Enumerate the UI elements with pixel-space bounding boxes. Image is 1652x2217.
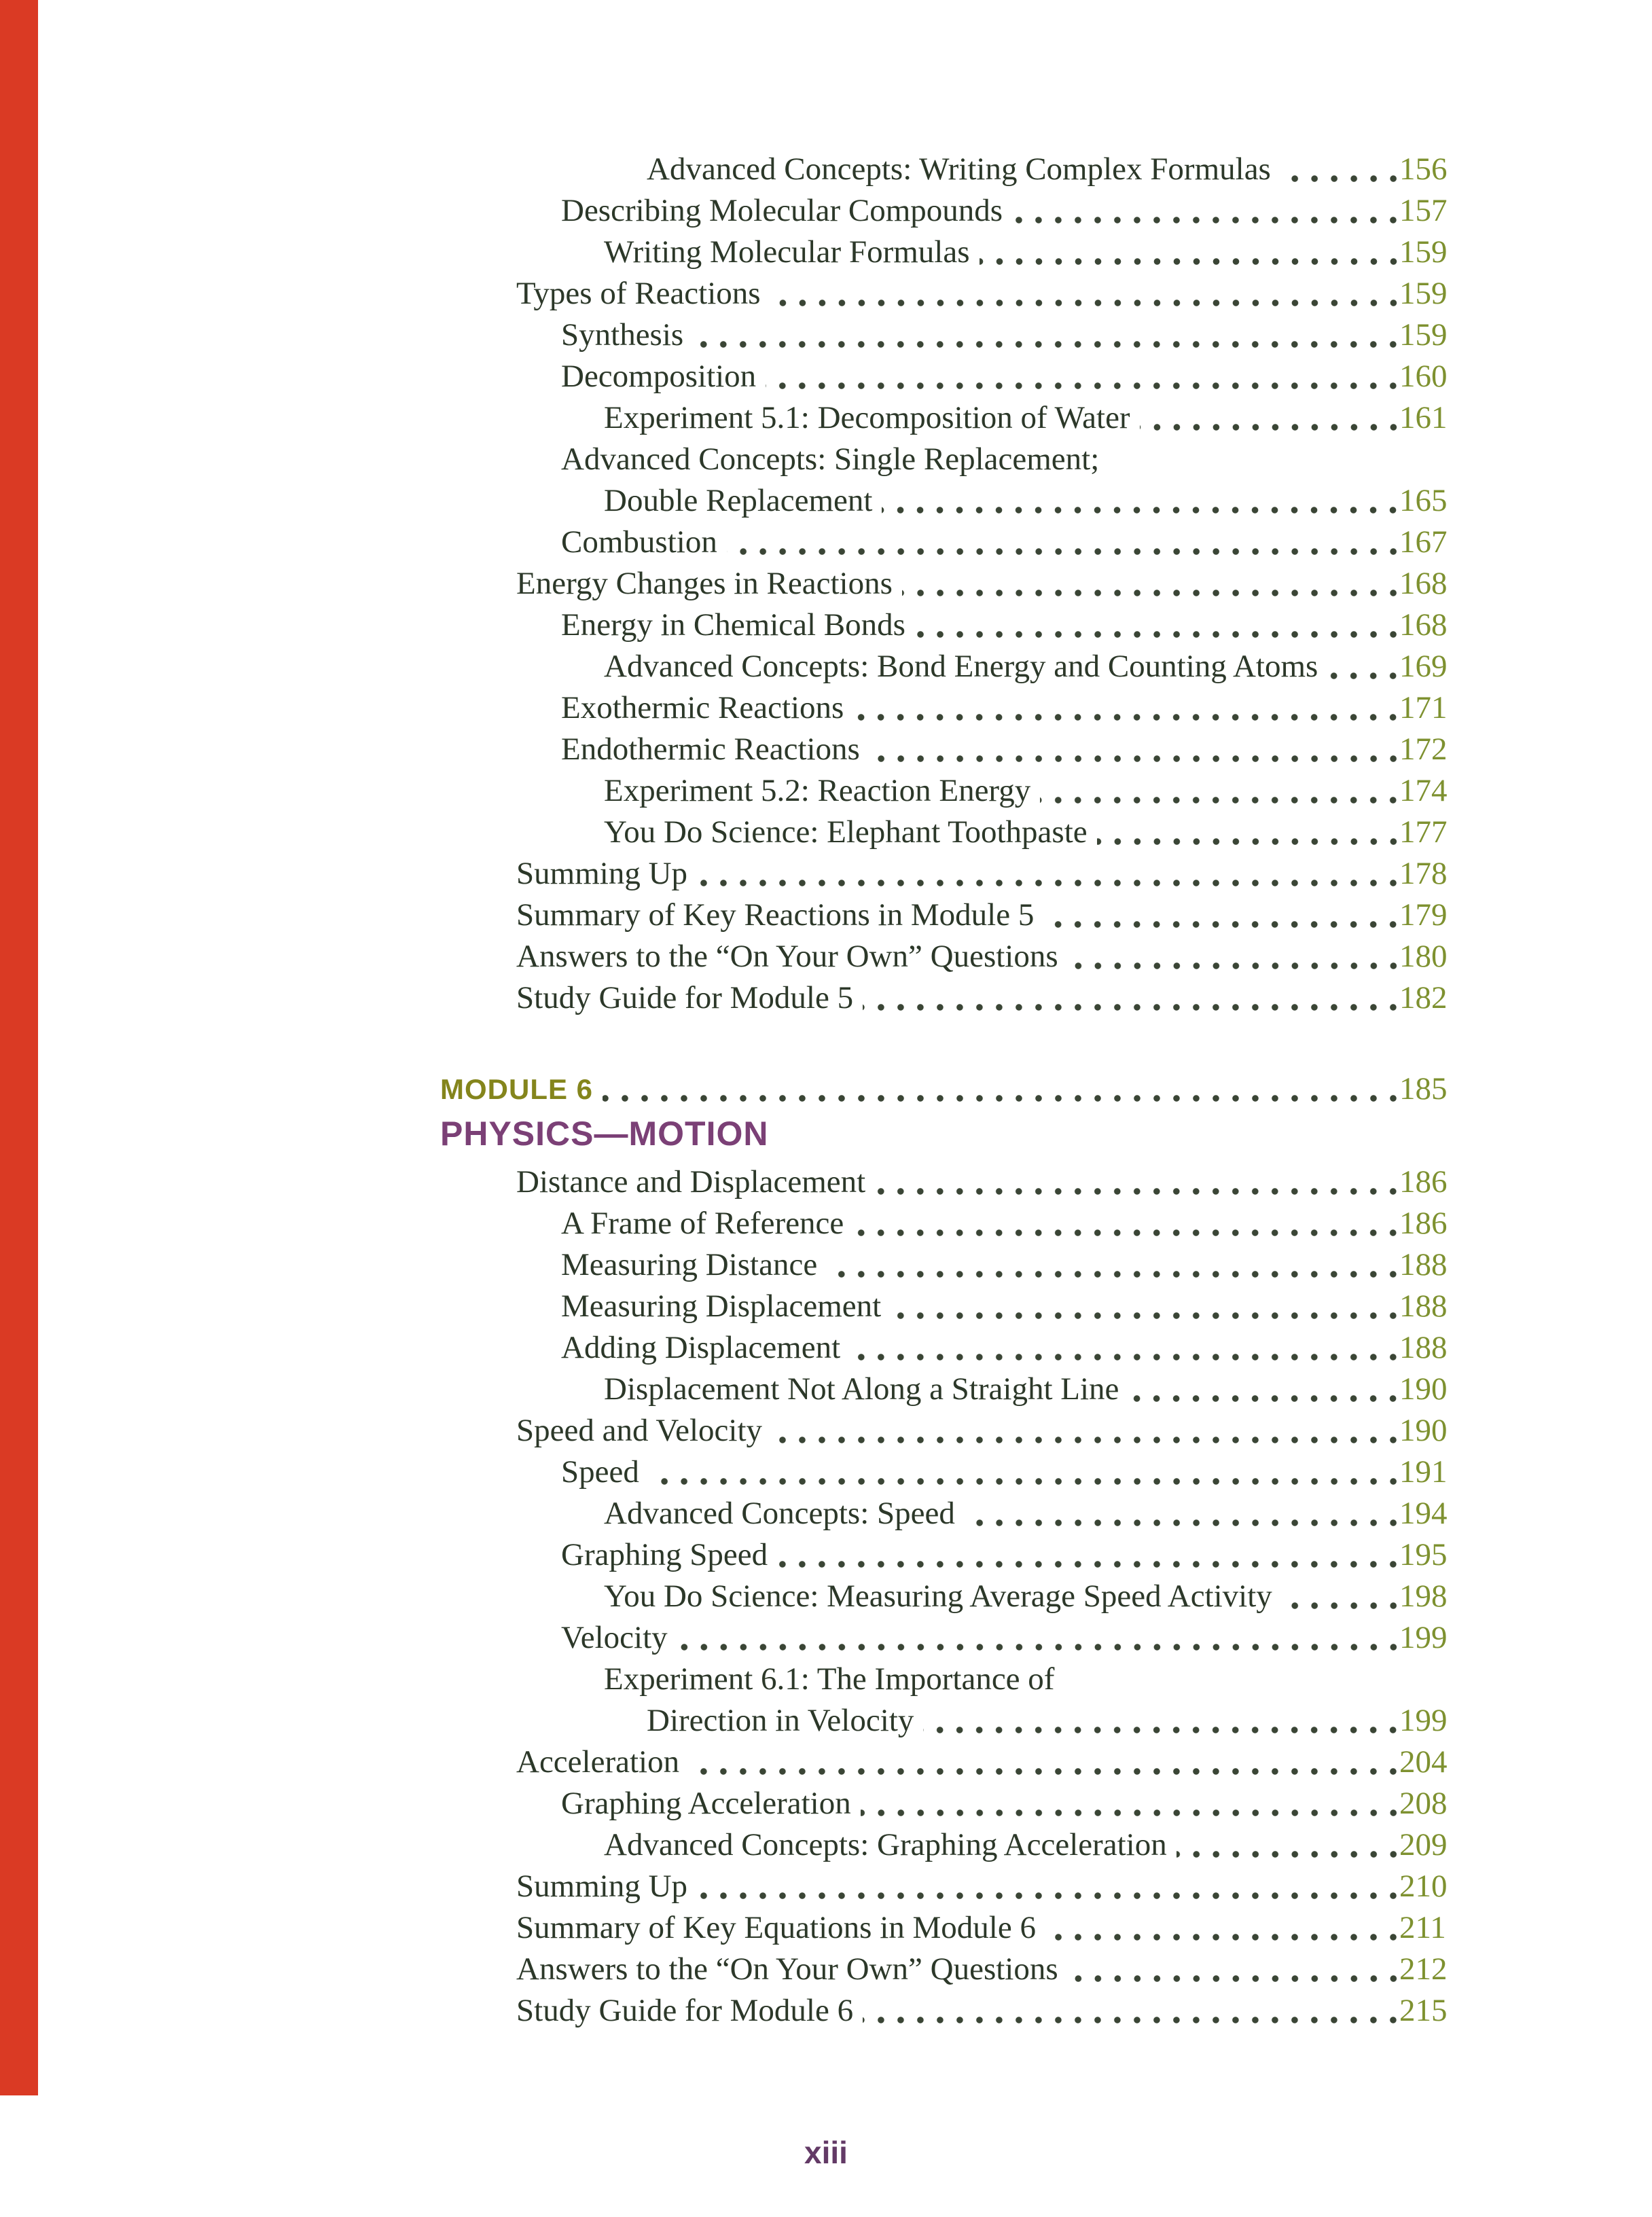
toc-entry-page-number: 168 xyxy=(1399,607,1448,643)
leader-dots xyxy=(891,1286,1399,1327)
toc-entry-label: Exothermic Reactions xyxy=(561,690,844,725)
toc-entry-label: Summary of Key Equations in Module 6 xyxy=(516,1910,1036,1945)
toc-entry-row xyxy=(440,977,1460,1019)
toc-entry-row xyxy=(440,1949,1460,1990)
toc-entry-row xyxy=(440,770,1460,812)
toc-entry-page-number: 161 xyxy=(1399,400,1448,435)
leader-dots xyxy=(1128,1369,1399,1410)
toc-entry-page-number: 160 xyxy=(1399,359,1448,394)
toc-entry-label: Endothermic Reactions xyxy=(561,732,860,767)
leader-dots xyxy=(965,1493,1399,1534)
toc-entry-page-number: 186 xyxy=(1399,1164,1448,1200)
leader-dots xyxy=(869,729,1399,770)
leader-dots xyxy=(649,1452,1399,1493)
toc-entry-row xyxy=(440,729,1460,770)
leader-dots xyxy=(689,1742,1399,1783)
toc-entry-label: Acceleration xyxy=(516,1744,680,1780)
toc-entry-row xyxy=(440,1783,1460,1824)
toc-entry-page-number: 174 xyxy=(1399,773,1448,808)
toc-entry-row xyxy=(440,1534,1460,1576)
toc-entry-label: Advanced Concepts: Writing Complex Formulas xyxy=(647,151,1271,187)
leader-dots xyxy=(727,522,1399,563)
leader-dots xyxy=(1012,190,1399,232)
toc-entry-label: You Do Science: Measuring Average Speed Activity xyxy=(604,1579,1272,1614)
toc-entry-label: Graphing Acceleration xyxy=(561,1786,851,1821)
toc-entry-row xyxy=(440,853,1460,895)
toc-entry-page-number: 159 xyxy=(1399,234,1448,270)
toc-entry-page-number: 215 xyxy=(1399,1993,1448,2028)
toc-entry-page-number: 210 xyxy=(1399,1869,1448,1904)
leader-dots xyxy=(772,1410,1399,1452)
toc-entry-label: Combustion xyxy=(561,524,717,560)
toc-entry-page-number: 159 xyxy=(1399,276,1448,311)
toc-entry-page-number: 177 xyxy=(1399,814,1448,850)
toc-entry-row xyxy=(440,190,1460,232)
toc-entry-label: Speed xyxy=(561,1454,639,1490)
toc-entry-row xyxy=(440,1452,1460,1493)
leader-dots xyxy=(850,1327,1399,1369)
toc-entry-label: Study Guide for Module 5 xyxy=(516,980,854,1015)
leader-dots xyxy=(697,853,1399,895)
leader-dots xyxy=(693,314,1399,356)
toc-entry-row xyxy=(440,1866,1460,1907)
toc-entry-label: Summing Up xyxy=(516,856,688,891)
toc-entry-label: Decomposition xyxy=(561,359,757,394)
toc-entry-label: Summary of Key Reactions in Module 5 xyxy=(516,897,1035,933)
toc-entry-page-number: 167 xyxy=(1399,524,1448,560)
toc-entry-page-number: 198 xyxy=(1399,1579,1448,1614)
leader-dots xyxy=(902,563,1399,605)
toc-entry-label: Energy Changes in Reactions xyxy=(516,566,893,601)
toc-entry-row xyxy=(440,397,1460,439)
toc-entry-page-number: 199 xyxy=(1399,1703,1448,1738)
toc-entry-page-number: 211 xyxy=(1399,1910,1446,1945)
leader-dots xyxy=(827,1244,1399,1286)
leader-dots xyxy=(603,1068,1399,1110)
toc-entry-label: Speed and Velocity xyxy=(516,1413,763,1448)
toc-entry-page-number: 168 xyxy=(1399,566,1448,601)
leader-dots xyxy=(875,1161,1399,1203)
leader-dots xyxy=(1097,812,1399,853)
leader-dots xyxy=(1040,770,1399,812)
module-header-row xyxy=(440,1068,1460,1110)
toc-entry-row xyxy=(440,1161,1460,1203)
toc-entry-page-number: 190 xyxy=(1399,1413,1448,1448)
leader-dots xyxy=(766,356,1399,397)
toc-entry-label: Advanced Concepts: Graphing Acceleration xyxy=(604,1827,1167,1862)
module-header-label: MODULE 6 xyxy=(440,1073,594,1105)
toc-entry-row xyxy=(440,1742,1460,1783)
toc-entry-row xyxy=(440,1244,1460,1286)
toc-entry-row xyxy=(440,1203,1460,1244)
leader-dots xyxy=(980,232,1399,273)
leader-dots xyxy=(1177,1824,1399,1866)
toc-entry-page-number: 186 xyxy=(1399,1206,1448,1241)
toc-entry-row xyxy=(440,1410,1460,1452)
leader-dots xyxy=(777,1534,1399,1576)
toc-entry-page-number: 191 xyxy=(1399,1454,1448,1490)
toc-entry-label: Velocity xyxy=(561,1620,668,1655)
leader-dots xyxy=(863,977,1399,1019)
toc-entry-row xyxy=(440,1576,1460,1617)
toc-entry-label: Answers to the “On Your Own” Questions xyxy=(516,939,1058,974)
toc-entry-page-number: 208 xyxy=(1399,1786,1448,1821)
toc-entry-label: Advanced Concepts: Bond Energy and Counting Atoms xyxy=(604,649,1318,684)
toc-rows xyxy=(440,149,1460,2032)
toc-entry-row xyxy=(440,895,1460,936)
toc-entry-page-number: 212 xyxy=(1399,1951,1448,1987)
toc-entry-page-number: 156 xyxy=(1399,151,1448,187)
toc-entry-label: Advanced Concepts: Speed xyxy=(604,1496,955,1531)
leader-dots xyxy=(1043,895,1399,936)
toc-entry-page-number: 180 xyxy=(1399,939,1448,974)
leader-dots xyxy=(1282,1576,1399,1617)
toc-entry-page-number: 188 xyxy=(1399,1288,1448,1324)
toc-entry-label: Experiment 5.2: Reaction Energy xyxy=(604,773,1031,808)
leader-dots xyxy=(853,1203,1399,1244)
toc-entry-row xyxy=(440,1493,1460,1534)
leader-dots xyxy=(853,687,1399,729)
toc-entry-page-number: 209 xyxy=(1399,1827,1448,1862)
toc-entry-page-number: 190 xyxy=(1399,1371,1448,1407)
toc-entry-page-number: 188 xyxy=(1399,1330,1448,1365)
leader-dots xyxy=(923,1700,1399,1742)
leader-dots xyxy=(1068,936,1399,977)
leader-dots xyxy=(882,480,1399,522)
toc-entry-row xyxy=(440,1327,1460,1369)
toc-entry-label: Experiment 5.1: Decomposition of Water xyxy=(604,400,1130,435)
toc-entry-label: Direction in Velocity xyxy=(647,1703,914,1738)
toc-entry-label: Double Replacement xyxy=(604,483,873,518)
toc-entry-label: Adding Displacement xyxy=(561,1330,841,1365)
toc-entry-label: Graphing Speed xyxy=(561,1537,768,1572)
toc-entry-page-number: 194 xyxy=(1399,1496,1448,1531)
toc-entry-page-number: 188 xyxy=(1399,1247,1448,1282)
toc-entry-row xyxy=(440,1700,1460,1742)
toc-entry-label: Energy in Chemical Bonds xyxy=(561,607,905,643)
toc-entry-page-number: 169 xyxy=(1399,649,1448,684)
toc-entry-row xyxy=(440,646,1460,687)
toc-entry-row xyxy=(440,812,1460,853)
toc-entry-row xyxy=(440,605,1460,646)
toc-entry-label: Types of Reactions xyxy=(516,276,761,311)
toc-entry-row xyxy=(440,1369,1460,1410)
toc-entry-row xyxy=(440,1824,1460,1866)
toc-entry-row xyxy=(440,936,1460,977)
toc-entry-row xyxy=(440,356,1460,397)
toc-entry-row xyxy=(440,273,1460,314)
toc-entry-row xyxy=(440,1286,1460,1327)
leader-dots xyxy=(863,1990,1399,2032)
toc-entry-page-number: 172 xyxy=(1399,732,1448,767)
toc-entry-row xyxy=(440,149,1460,190)
edge-accent-stripe xyxy=(0,0,38,2095)
toc-entry-page-number: 178 xyxy=(1399,856,1448,891)
toc-entry-label: Study Guide for Module 6 xyxy=(516,1993,854,2028)
leader-dots xyxy=(1140,397,1399,439)
toc-entry-row xyxy=(440,439,1460,480)
toc-entry-label: Summing Up xyxy=(516,1869,688,1904)
toc-entry-row xyxy=(440,232,1460,273)
toc-entry-row xyxy=(440,314,1460,356)
toc-entry-label: Measuring Distance xyxy=(561,1247,818,1282)
toc-entry-page-number: 182 xyxy=(1399,980,1448,1015)
toc-entry-label: Describing Molecular Compounds xyxy=(561,193,1003,228)
module-title: PHYSICS—MOTION xyxy=(440,1115,769,1153)
toc-entry-label: Advanced Concepts: Single Replacement; xyxy=(561,441,1100,477)
leader-dots xyxy=(861,1783,1399,1824)
toc-entry-row xyxy=(440,480,1460,522)
toc-entry-label: Measuring Displacement xyxy=(561,1288,882,1324)
section-spacer xyxy=(440,1019,1460,1068)
toc-entry-label: Synthesis xyxy=(561,317,684,353)
leader-dots xyxy=(1327,646,1399,687)
toc-entry-row xyxy=(440,687,1460,729)
leader-dots xyxy=(915,605,1399,646)
leader-dots xyxy=(770,273,1399,314)
toc-entry-page-number: 165 xyxy=(1399,483,1448,518)
toc-entry-page-number: 159 xyxy=(1399,317,1448,353)
toc-entry-page-number: 199 xyxy=(1399,1620,1448,1655)
toc-entry-page-number: 204 xyxy=(1399,1744,1448,1780)
toc-entry-page-number: 171 xyxy=(1399,690,1448,725)
toc-entry-label: Distance and Displacement xyxy=(516,1164,866,1200)
toc-entry-row xyxy=(440,1907,1460,1949)
leader-dots xyxy=(677,1617,1399,1659)
toc-entry-label: Answers to the “On Your Own” Questions xyxy=(516,1951,1058,1987)
toc-entry-row xyxy=(440,1659,1460,1700)
toc-entry-row xyxy=(440,563,1460,605)
toc-entry-row xyxy=(440,1990,1460,2032)
toc-entry-label: Experiment 6.1: The Importance of xyxy=(604,1661,1055,1697)
leader-dots xyxy=(1280,149,1399,190)
footer-page-number: xiii xyxy=(804,2135,848,2170)
toc-entry-label: You Do Science: Elephant Toothpaste xyxy=(604,814,1088,850)
leader-dots xyxy=(697,1866,1399,1907)
toc-entry-label: Displacement Not Along a Straight Line xyxy=(604,1371,1119,1407)
toc-entry-page-number: 179 xyxy=(1399,897,1448,933)
toc-entry-row xyxy=(440,522,1460,563)
toc-entry-label: Writing Molecular Formulas xyxy=(604,234,970,270)
toc-entry-page-number: 195 xyxy=(1399,1537,1448,1572)
toc-entry-page-number: 157 xyxy=(1399,193,1448,228)
leader-dots xyxy=(1045,1907,1399,1949)
toc-entry-page-number: 185 xyxy=(1399,1071,1448,1106)
leader-dots xyxy=(1068,1949,1399,1990)
toc-entry-label: A Frame of Reference xyxy=(561,1206,844,1241)
toc-entry-row xyxy=(440,1617,1460,1659)
